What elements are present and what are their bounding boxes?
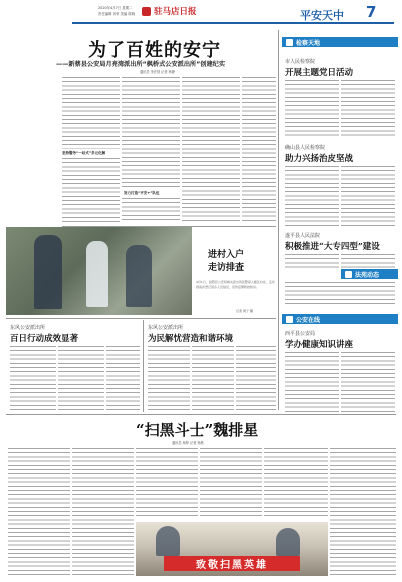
bottom-body-3 — [136, 448, 198, 518]
s4-body-left — [285, 352, 339, 412]
s1-body-right — [341, 80, 395, 136]
lead-body-col2 — [122, 77, 180, 189]
bottom-body-6 — [330, 448, 396, 576]
masthead — [0, 0, 402, 28]
bottom-body-2 — [72, 448, 134, 576]
photo-figure — [34, 235, 62, 309]
middle-left-body-3 — [106, 346, 140, 410]
date-line: 2020年4月7日 星期二 — [98, 6, 133, 10]
section-label-procuratorate: 检察天地 — [282, 37, 398, 47]
news-photo — [6, 227, 192, 315]
photo-figure — [86, 241, 108, 307]
bottom-top-rule — [6, 414, 396, 415]
bottom-body-4 — [200, 448, 262, 518]
s4-body-right — [341, 352, 395, 412]
section-label-court: 法苑动态 — [341, 269, 398, 279]
newspaper-logo — [142, 4, 197, 18]
lead-body-col1b — [62, 158, 120, 222]
s2-kicker: 确山县人民检察院 — [285, 145, 326, 151]
s3-kicker: 遂平县人民法院 — [285, 233, 321, 239]
middle-right-body-2 — [192, 346, 234, 410]
lead-body-col2b — [122, 198, 180, 222]
s2-body-right — [341, 166, 395, 226]
bottom-banner — [136, 522, 328, 576]
banner-figure — [276, 528, 300, 556]
middle-divider — [143, 320, 144, 412]
s3-body-left — [285, 254, 339, 268]
s1-title: 开展主题党日活动 — [285, 68, 354, 78]
s3-body-right — [341, 254, 395, 268]
bottom-body-1 — [8, 448, 70, 576]
s3-title: 积极推进“大专四型”建设 — [285, 242, 380, 252]
lead-body-col3 — [182, 77, 240, 222]
banner-title-strip — [164, 556, 300, 571]
s2-body-left — [285, 166, 339, 226]
middle-left-kicker: 东风公安派出所 — [10, 325, 46, 331]
photo-figure — [126, 245, 152, 307]
section-title: 平安天中 — [300, 9, 344, 22]
middle-top-rule — [6, 318, 276, 319]
s1-body-left — [285, 80, 339, 136]
s4-kicker: 西平县公安局 — [285, 331, 316, 337]
lead-title: 为了百姓的安宁 — [88, 40, 221, 61]
lead-byline: 通讯员 李法领 记者 杨滟 — [140, 70, 175, 74]
banner-text: 致敬扫黑英雄 — [196, 560, 268, 571]
bottom-byline: 通讯员 杨铎 记者 杨晨 — [172, 441, 204, 445]
lead-inline-head-1: 坚持警务“一站式”多元化解 — [62, 151, 106, 155]
middle-left-title: 百日行动成效显著 — [10, 334, 79, 344]
middle-left-body-1 — [10, 346, 56, 410]
logo-mark-icon — [142, 7, 151, 16]
middle-right-title: 为民解忧营造和谐环境 — [148, 334, 234, 344]
section-marker-icon — [345, 271, 352, 278]
issue-line: 责任编辑 刘荣 美编 陈晓 — [98, 12, 136, 16]
middle-right-body-1 — [148, 346, 190, 410]
middle-right-body-3 — [236, 346, 276, 410]
s4-title: 学办健康知识讲座 — [285, 340, 354, 350]
s2-title: 助力兴扬治皮坚战 — [285, 154, 354, 164]
lead-subtitle: ——新蔡县公安局月亮湾派出所“枫桥式公安派出所”创建纪实 — [56, 61, 226, 68]
lead-inline-head-2: 努力打造“平安+”队伍 — [124, 191, 160, 195]
banner-figure — [156, 526, 180, 556]
page-number: 7 — [366, 3, 377, 21]
section-marker-icon — [286, 316, 293, 323]
bottom-body-5 — [264, 448, 328, 518]
section-marker-icon — [286, 39, 293, 46]
photo-title-line2: 走访排查 — [208, 263, 245, 273]
lead-body-col4 — [242, 77, 276, 222]
lead-body-col1 — [62, 77, 120, 149]
photo-title-line1: 进村入户 — [208, 250, 245, 260]
newspaper-name: 驻马店日报 — [154, 7, 197, 17]
s1-kicker: 市人民检察院 — [285, 59, 316, 65]
middle-left-body-2 — [58, 346, 104, 410]
section-label-police: 公安在线 — [282, 314, 398, 324]
photo-caption: 4月1日，泌阳县公安局城关派出所民警深入辖区村庄，走访排查并登记返乡人员信息，宣传疫情防控知识。 — [196, 280, 275, 289]
bottom-title: “扫黑斗士”魏排星 — [136, 421, 259, 439]
photo-credit: 记者 周子 摄 — [236, 309, 253, 313]
masthead-rule — [72, 22, 394, 24]
right-column-divider — [278, 30, 279, 410]
s3-body-bottom — [285, 282, 395, 306]
middle-right-kicker: 东风公安派出所 — [148, 325, 184, 331]
